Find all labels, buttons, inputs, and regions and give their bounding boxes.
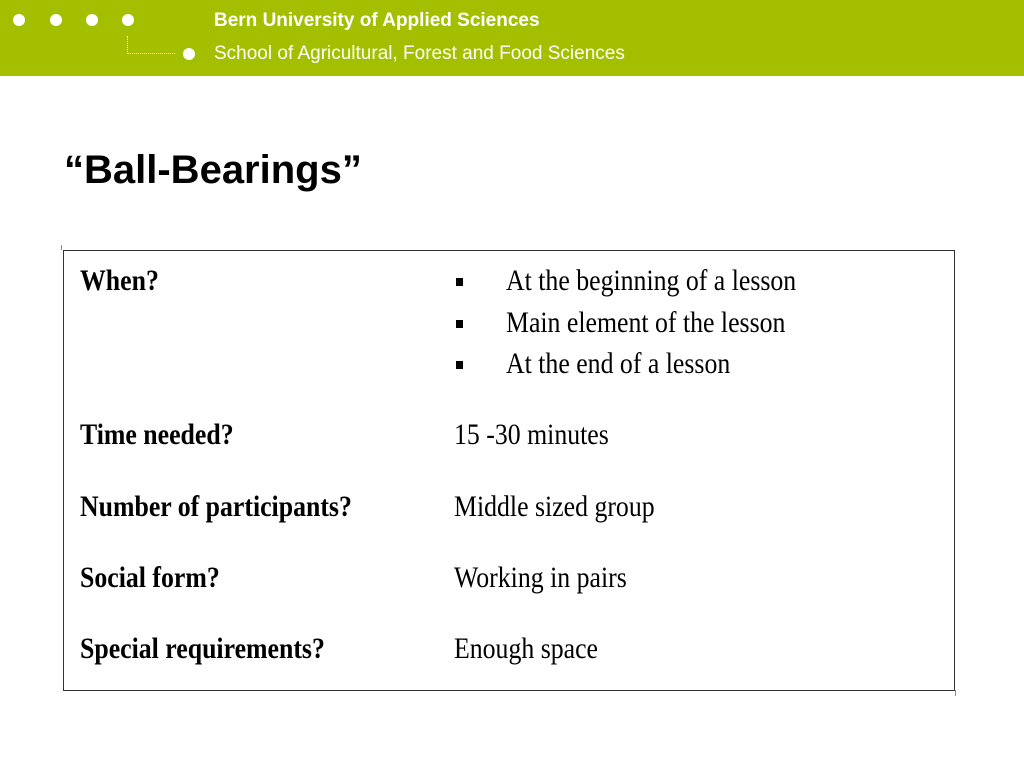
header-band xyxy=(0,0,1024,76)
bullet-item: Main element of the lesson xyxy=(506,306,786,339)
row-label-time-needed: Time needed? xyxy=(80,418,234,451)
row-value-time-needed: 15 -30 minutes xyxy=(454,418,609,451)
row-value-social-form: Working in pairs xyxy=(454,561,627,594)
bullet-icon xyxy=(456,361,463,369)
row-value-special-requirements: Enough space xyxy=(454,632,599,665)
school-dot-icon xyxy=(183,48,195,60)
decorative-dot-icon xyxy=(13,14,25,26)
slide-title: “Ball-Bearings” xyxy=(64,148,362,192)
bullet-icon xyxy=(456,320,463,328)
dotted-connector-icon xyxy=(127,36,175,54)
row-label-special-requirements: Special requirements? xyxy=(80,632,325,665)
bullet-item: At the end of a lesson xyxy=(506,347,731,380)
decorative-dot-icon xyxy=(122,14,134,26)
university-name: Bern University of Applied Sciences xyxy=(214,10,540,31)
corner-tick xyxy=(955,690,956,696)
decorative-dot-icon xyxy=(50,14,62,26)
row-label-participants: Number of participants? xyxy=(80,490,352,523)
school-name: School of Agricultural, Forest and Food Sciences xyxy=(214,43,625,64)
row-label-when: When? xyxy=(80,264,159,297)
row-value-participants: Middle sized group xyxy=(454,490,655,523)
corner-tick xyxy=(61,245,62,250)
decorative-dot-icon xyxy=(86,14,98,26)
row-label-social-form: Social form? xyxy=(80,561,220,594)
bullet-item: At the beginning of a lesson xyxy=(506,264,797,297)
bullet-icon xyxy=(456,278,463,286)
